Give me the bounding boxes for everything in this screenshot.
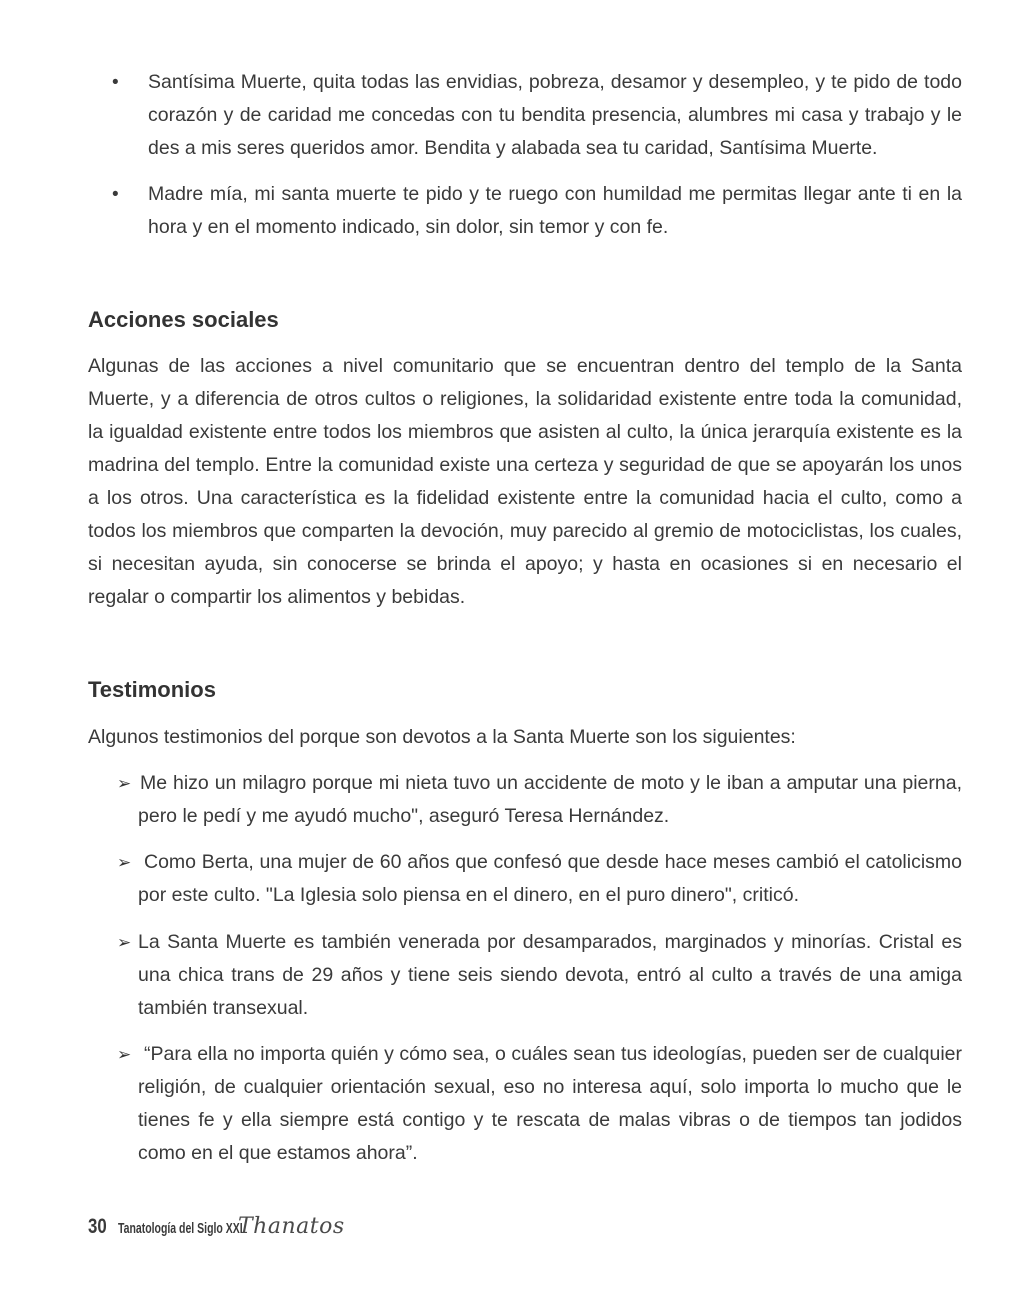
arrow-bullet-icon: ➢: [117, 1045, 132, 1064]
testimonio-item-3: La Santa Muerte es también venerada por desamparados, marginados y minorías. Cristal es una chica trans de 29 años y tiene seis siendo devota, entró al culto a través de una amiga también transexual.: [138, 931, 962, 1019]
testimonios-intro: Algunos testimonios del porque son devotos a la Santa Muerte son los siguientes:: [88, 726, 796, 748]
bullet-marker: •: [112, 72, 119, 93]
section-heading-acciones-sociales: Acciones sociales: [88, 307, 279, 332]
acciones-sociales-paragraph: Algunas de las acciones a nivel comunitario que se encuentran dentro del templo de la Santa Muerte, y a diferencia de otros cultos o religiones, la solidaridad existente entre toda la comunidad, la igualdad existente entre todos los miembros que asisten al culto, la única jerarquía existente es la madrina del templo. Entre la comunidad existe una certeza y seguridad de que se apoyarán los unos a los otros. Una característica es la fidelidad existente entre la comunidad hacia el culto, como a todos los miembros que comparten la devoción, muy parecido al gremio de motociclistas, los cuales, si necesitan ayuda, sin conocerse se brinda el apoyo; y hasta en ocasiones si en necesario el regalar o compartir los alimentos y bebidas.: [88, 355, 962, 608]
section-heading-testimonios: Testimonios: [88, 677, 216, 702]
bullet-marker: •: [112, 184, 119, 205]
bullet-item-1: Santísima Muerte, quita todas las envidias, pobreza, desamor y desempleo, y te pido de todo corazón y de caridad me concedas con tu bendita presencia, alumbres mi casa y trabajo y le des a mis seres queridos amor. Bendita y alabada sea tu caridad, Santísima Muerte.: [148, 71, 962, 159]
testimonio-item-1: Me hizo un milagro porque mi nieta tuvo un accidente de moto y le iban a amputar una pierna, pero le pedí y me ayudó mucho", aseguró Teresa Hernández.: [138, 772, 962, 827]
publication-name: Tanatología del Siglo XXI: [118, 1220, 243, 1237]
arrow-bullet-icon: ➢: [117, 853, 132, 872]
page-footer: [88, 1214, 345, 1250]
bullet-item-2: Madre mía, mi santa muerte te pido y te ruego con humildad me permitas llegar ante ti en la hora y en el momento indicado, sin dolor, sin temor y con fe.: [148, 183, 962, 238]
thanatos-logo: Thanatos: [238, 1214, 345, 1239]
page-number: 30: [88, 1215, 107, 1238]
arrow-bullet-icon: ➢: [117, 933, 132, 952]
arrow-bullet-icon: ➢: [117, 774, 132, 793]
testimonio-item-2: Como Berta, una mujer de 60 años que confesó que desde hace meses cambió el catolicismo por este culto. "La Iglesia solo piensa en el dinero, en el puro dinero", criticó.: [138, 851, 962, 906]
testimonio-item-4: “Para ella no importa quién y cómo sea, o cuáles sean tus ideologías, pueden ser de cualquier religión, de cualquier orientación sexual, eso no interesa aquí, solo importa lo mucho que le tienes fe y ella siempre está contigo y te rescata de malas vibras o de tiempos tan jodidos como en el que estamos ahora”.: [138, 1043, 962, 1164]
